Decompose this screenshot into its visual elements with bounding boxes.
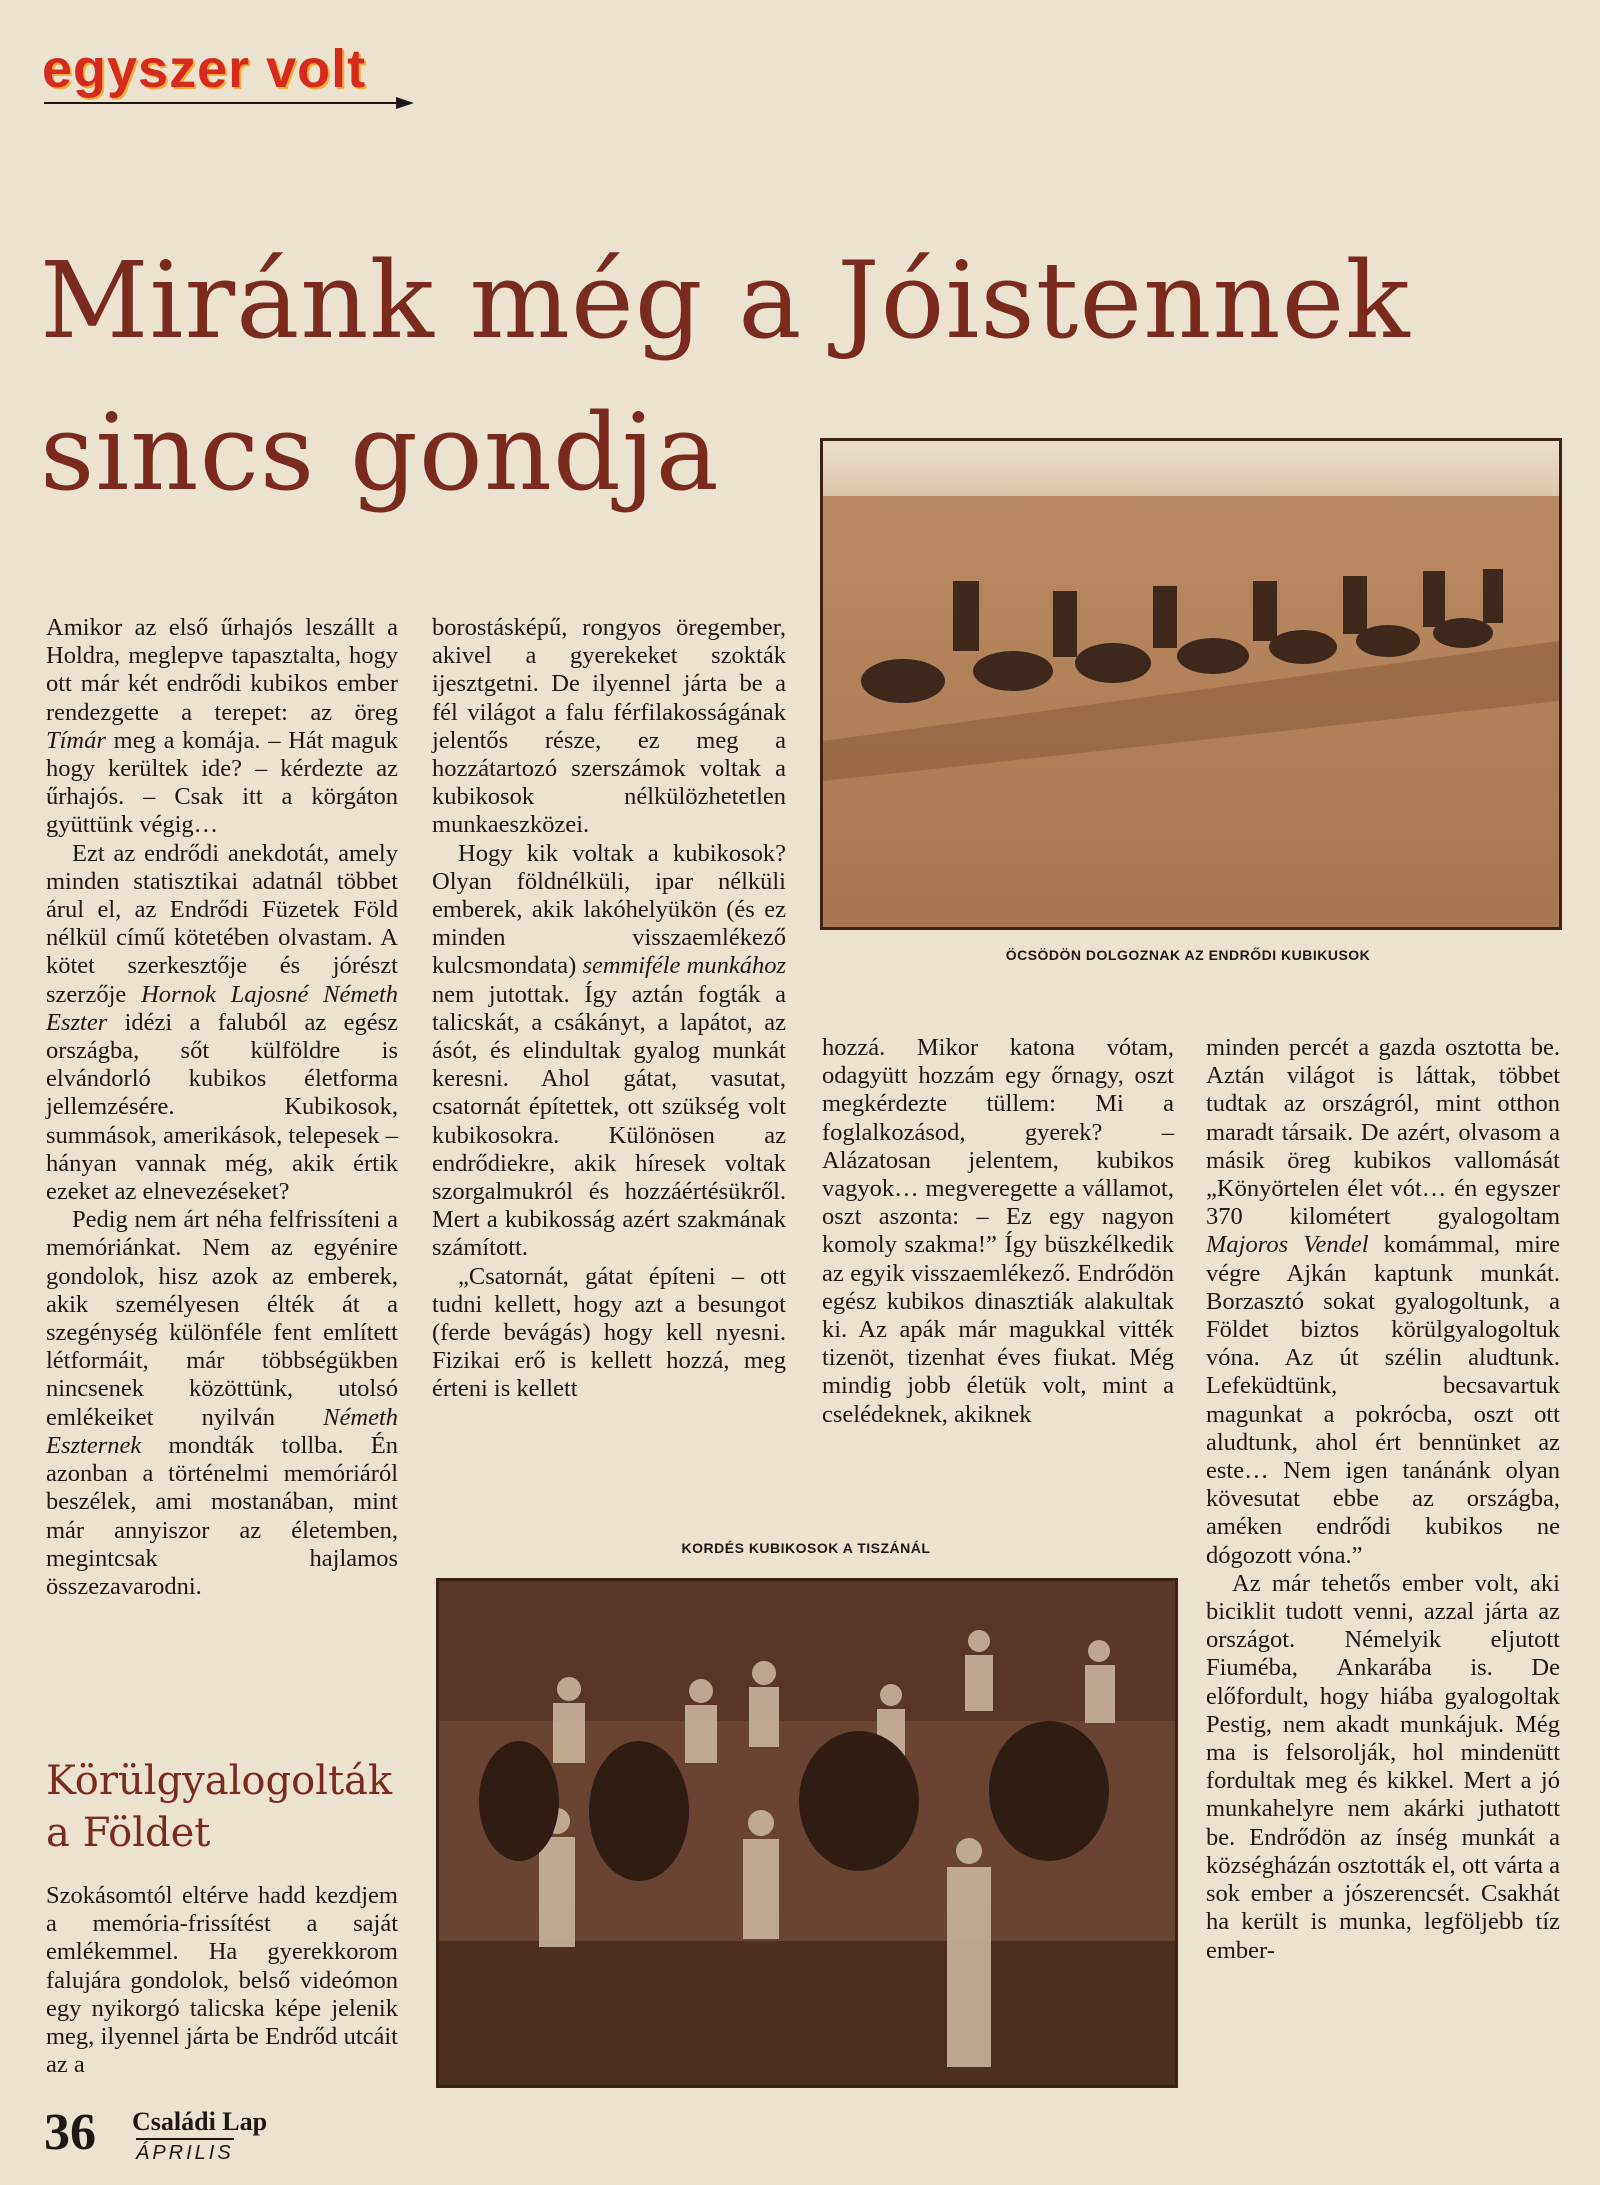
paragraph: „Csatornát, gátat építeni – ott tudni kellett, hogy azt a besungot (ferde bevágás) hogy kell nyesni. Fizikai erő is kellett hozzá, meg érteni is kellett xyxy=(432,1262,786,1403)
photo-kubikusok-ocsod xyxy=(820,438,1562,930)
text-run-italic: Majoros Vendel xyxy=(1206,1231,1369,1259)
paragraph xyxy=(46,1206,398,1601)
paragraph xyxy=(1206,1034,1560,1570)
paragraph xyxy=(432,840,786,1263)
column-3 xyxy=(822,1034,1174,1429)
photo-caption-top: ÖCSÖDÖN DOLGOZNAK AZ ENDRŐDI KUBIKUSOK xyxy=(1005,947,1371,963)
column-2 xyxy=(432,614,786,1404)
issue-month: ÁPRILIS xyxy=(136,2138,234,2165)
photo-kordes-kubikosok xyxy=(436,1578,1178,2088)
text-run: nem jutottak. Így aztán fogták a talicskát, a csákányt, a lapátot, az ásót, és elindultak gyalog munkát keresni. Ahol gátat, vasutat, csatornát építettek, ott szükség volt kubikosokra. Különösen az endrődiekre, akik híresek voltak szorgalmukról és hozzáértésükről. Mert a kubikosság azért szakmának számított. xyxy=(432,980,786,1262)
text-run: idézi a faluból az egész országba, sőt külföldre is elvándorló kubikos életforma jellemzésére. Kubikosok, summások, amerikások, telepesek – hányan vannak még, akik értik ezeket az elnevezéseket? xyxy=(46,1008,398,1206)
text-run-italic: Németh Eszternek xyxy=(46,1403,398,1459)
text-run-italic: Tímár xyxy=(46,726,106,754)
text-run: Pedig nem árt néha felfrissíteni a memóriánkat. Nem az egyénire gondolok, hisz azok az emberek, akik személyesen élték át a szegénység különféle fent említett létformáit, már többségükben nincsenek közöttünk, utolsó emlékeiket nyilván xyxy=(46,1206,398,1431)
paragraph: hozzá. Mikor katona vótam, odagyütt hozzám egy őrnagy, oszt megkérdezte tüllem: Mi a foglalkozásod, gyerek? – Alázatosan jelentem, kubikos vagyok… megveregette a vállamot, oszt aszonta: – Ez egy nagyon komoly szakma!” Így büszkélkedik az egyik visszaemlékező. Endrődön egész kubikos dinasztiák alakultak ki. Az apák már magukkal vitték tizenöt, tizenhat éves fiukat. Még mindig jobb életük volt, mint a cselédeknek, akiknek xyxy=(822,1034,1174,1428)
workers-with-carts-image xyxy=(439,1581,1175,2085)
title-line-2: sincs gondja xyxy=(40,391,720,514)
text-run: meg a komája. – Hát maguk hogy kerültek ide? – kérdezte az űrhajós. – Csak itt a körgáton gyüttünk végig… xyxy=(46,726,398,839)
text-run-italic: Hornok Lajosné Németh Eszter xyxy=(46,980,398,1036)
subheading: Körülgyalogolták a Földet xyxy=(46,1758,393,1856)
magazine-name: Családi Lap xyxy=(132,2107,268,2136)
page-number: 36 xyxy=(44,2104,96,2161)
kicker-arrow-icon xyxy=(44,96,414,110)
paragraph: Az már tehetős ember volt, aki biciklit tudott venni, azzal járta az országot. Némelyik eljutott Fiumébа, Ankarába is. De előfordult, hogy hiába gyalogoltak Pestig, nem akadt munkájuk. Még ma is felsorolják, hol mindenütt fordultak meg és kikkel. Mert a jó munkahelyre nem akárki juthatott be. Endrődön az ínség munkát a községházán osztották el, ott várta a sok ember a jószerencsét. Csakhát ha került is munka, legföljebb tíz ember- xyxy=(1206,1569,1560,1964)
column-1-continued xyxy=(46,1882,398,2079)
photo-caption-bottom: KORDÉS KUBIKOSOK A TISZÁNÁL xyxy=(681,1540,931,1556)
text-run: mondták tollba. Én azonban a történelmi memóriáról beszélek, ami mostanában, mint már annyiszor az életemben, megintcsak hajlamos összezavarodni. xyxy=(46,1431,398,1600)
text-run: komámmal, mire végre Ajkán kaptunk munkát. Borzasztó sokat gyalogoltunk, a Földet biztos körülgyalogoltuk vóna. Az út szélin aludtunk. Lefeküdtünk, becsavartuk magunkat a pokrócba, oszt ott aludtunk, ahol ért bennünket az este… Nem igen tanánánk olyan kövesutat ebbe az országba, améken endrődi kubikos ne dógozott vóna.” xyxy=(1206,1231,1561,1569)
text-run: Hogy kik voltak a kubikosok? Olyan földnélküli, ipar nélküli emberek, akik lakóhelyükön (és ez minden visszaemlékező kulcsmondata) xyxy=(432,839,786,980)
text-run: Ezt az endrődi anekdotát, amely minden statisztikai adatnál többet árul el, az Endrődi Füzetek Föld nélkül című kötetében olvastam. A kötet szerkesztője és jórészt szerzője xyxy=(46,839,398,1008)
paragraph: Szokásomtól eltérve hadd kezdjem a memória-frissítést a saját emlékemmel. Ha gyerekkorom falujára gondolok, belső videómon egy nyikorgó talicska képe jelenik meg, ilyennel járta be Endrőd utcáit az a xyxy=(46,1882,398,2079)
section-kicker: egyszer volt xyxy=(42,39,367,99)
field-workers-image xyxy=(823,441,1559,927)
text-run: Amikor az első űrhajós leszállt a Holdra, meglepve tapasztalta, hogy ott már két endrődi kubikos ember rendezgette a terepet: az öreg xyxy=(46,614,398,726)
paragraph: borostásképű, rongyos öregember, akivel a gyerekeket szokták ijesztgetni. De ilyennel járta be a fél világot a falu férfilakosságának jelentős része, ez meg a hozzátartozó szerszámok voltak a kubikosok nélkülözhetetlen munkaeszközei. xyxy=(432,614,786,839)
paragraph xyxy=(46,614,398,840)
column-4 xyxy=(1206,1034,1560,1965)
text-run-italic: semmiféle munkához xyxy=(582,952,786,980)
title-line-1: Miránk még a Jóistennek xyxy=(40,239,1411,362)
column-1 xyxy=(46,614,398,1601)
text-run: minden percét a gazda osztotta be. Aztán világot is láttak, többet tudtak az országról, mint otthon maradt társaik. De azért, olvasom a másik öreg kubikos vallomását „Könyörtelen élet vót… én egyszer 370 kilométert gyalogoltam xyxy=(1206,1034,1560,1231)
paragraph xyxy=(46,840,398,1207)
